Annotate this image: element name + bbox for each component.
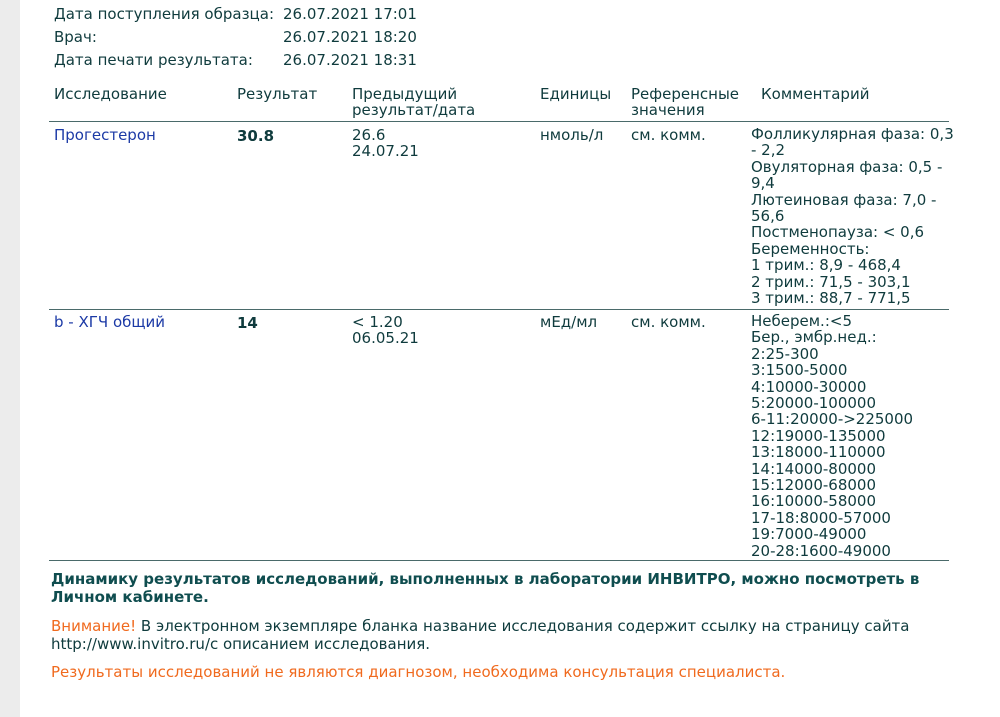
comment-line: 56,6 <box>751 207 785 226</box>
header-previous-line1: Предыдущий <box>352 85 458 103</box>
header-divider <box>49 121 949 122</box>
result-value: 30.8 <box>237 127 275 145</box>
meta-value: 26.07.2021 18:20 <box>283 28 417 46</box>
previous-date: 06.05.21 <box>352 329 419 348</box>
attention-note <box>51 617 910 653</box>
dynamics-line1: Динамику результатов исследований, выполненных в лаборатории ИНВИТРО, можно посмотреть в <box>51 570 920 588</box>
comment-line: Фолликулярная фаза: 0,3 <box>751 125 954 143</box>
meta-label: Врач: <box>54 28 97 46</box>
attention-text: В электронном экземпляре бланка название исследования содержит ссылку на страницу сайта <box>136 617 910 635</box>
test-name-link[interactable]: Прогестерон <box>54 126 156 144</box>
units: мЕд/мл <box>540 313 598 331</box>
comment-line: Бер., эмбр.нед.: <box>751 328 877 347</box>
comment-line: 2 трим.: 71,5 - 303,1 <box>751 272 911 291</box>
comment-line: 16:10000-58000 <box>751 492 876 511</box>
previous-value: < 1.20 <box>352 313 403 331</box>
header-result: Результат <box>237 85 318 103</box>
comment-line: 6-11:20000->225000 <box>751 410 914 429</box>
header-reference-line1: Референсные <box>631 85 740 103</box>
comment-line: 5:20000-100000 <box>751 394 876 413</box>
header-comment: Комментарий <box>761 85 870 103</box>
comment-line: 2:25-300 <box>751 344 819 363</box>
table-bottom-divider <box>49 560 949 561</box>
header-reference <box>631 86 739 118</box>
comment-line: 3:1500-5000 <box>751 361 848 380</box>
previous-result <box>352 314 419 347</box>
previous-date: 24.07.21 <box>352 142 419 161</box>
comment <box>751 126 954 306</box>
header-test: Исследование <box>54 85 167 103</box>
attention-label: Внимание! <box>51 617 137 635</box>
comment-line: Лютеиновая фаза: 7,0 - <box>751 190 937 209</box>
dynamics-line2: Личном кабинете. <box>51 588 209 606</box>
comment-line: - 2,2 <box>751 141 786 160</box>
header-previous <box>352 86 475 118</box>
attention-line1 <box>51 617 910 635</box>
site-link[interactable]: http://www.invitro.ru/с описанием исследования. <box>51 635 431 653</box>
comment-line: 1 трим.: 8,9 - 468,4 <box>751 256 901 275</box>
comment-line: 15:12000-68000 <box>751 476 876 495</box>
meta-label: Дата поступления образца: <box>54 5 274 23</box>
reference: см. комм. <box>631 313 706 331</box>
units: нмоль/л <box>540 126 604 144</box>
comment <box>751 313 913 559</box>
disclaimer-note: Результаты исследований не являются диагнозом, необходима консультация специалиста. <box>51 663 786 681</box>
reference: см. комм. <box>631 126 706 144</box>
meta-value: 26.07.2021 17:01 <box>283 5 417 23</box>
comment-line: 13:18000-110000 <box>751 443 886 462</box>
comment-line: 9,4 <box>751 174 775 193</box>
comment-line: Беременность: <box>751 239 870 258</box>
comment-line: 4:10000-30000 <box>751 377 867 396</box>
meta-value: 26.07.2021 18:31 <box>283 51 417 69</box>
previous-result <box>352 127 419 160</box>
comment-line: Постменопауза: < 0,6 <box>751 223 925 242</box>
header-units: Единицы <box>540 85 612 103</box>
comment-line: 14:14000-80000 <box>751 459 876 478</box>
header-previous-line2: результат/дата <box>352 101 476 119</box>
comment-line: Овуляторная фаза: 0,5 - <box>751 157 943 176</box>
test-name-link[interactable]: b - ХГЧ общий <box>54 313 165 331</box>
row-divider <box>49 309 949 310</box>
comment-line: 12:19000-135000 <box>751 426 886 445</box>
comment-line: 17-18:8000-57000 <box>751 508 891 527</box>
comment-line: 3 трим.: 88,7 - 771,5 <box>751 289 911 308</box>
previous-value: 26.6 <box>352 126 386 144</box>
comment-line: Неберем.:<5 <box>751 312 852 330</box>
header-reference-line2: значения <box>631 101 705 119</box>
dynamics-note <box>51 570 919 606</box>
result-value: 14 <box>237 314 258 332</box>
page-margin <box>0 0 20 717</box>
comment-line: 20-28:1600-49000 <box>751 541 891 560</box>
comment-line: 19:7000-49000 <box>751 525 867 544</box>
meta-label: Дата печати результата: <box>54 51 253 69</box>
